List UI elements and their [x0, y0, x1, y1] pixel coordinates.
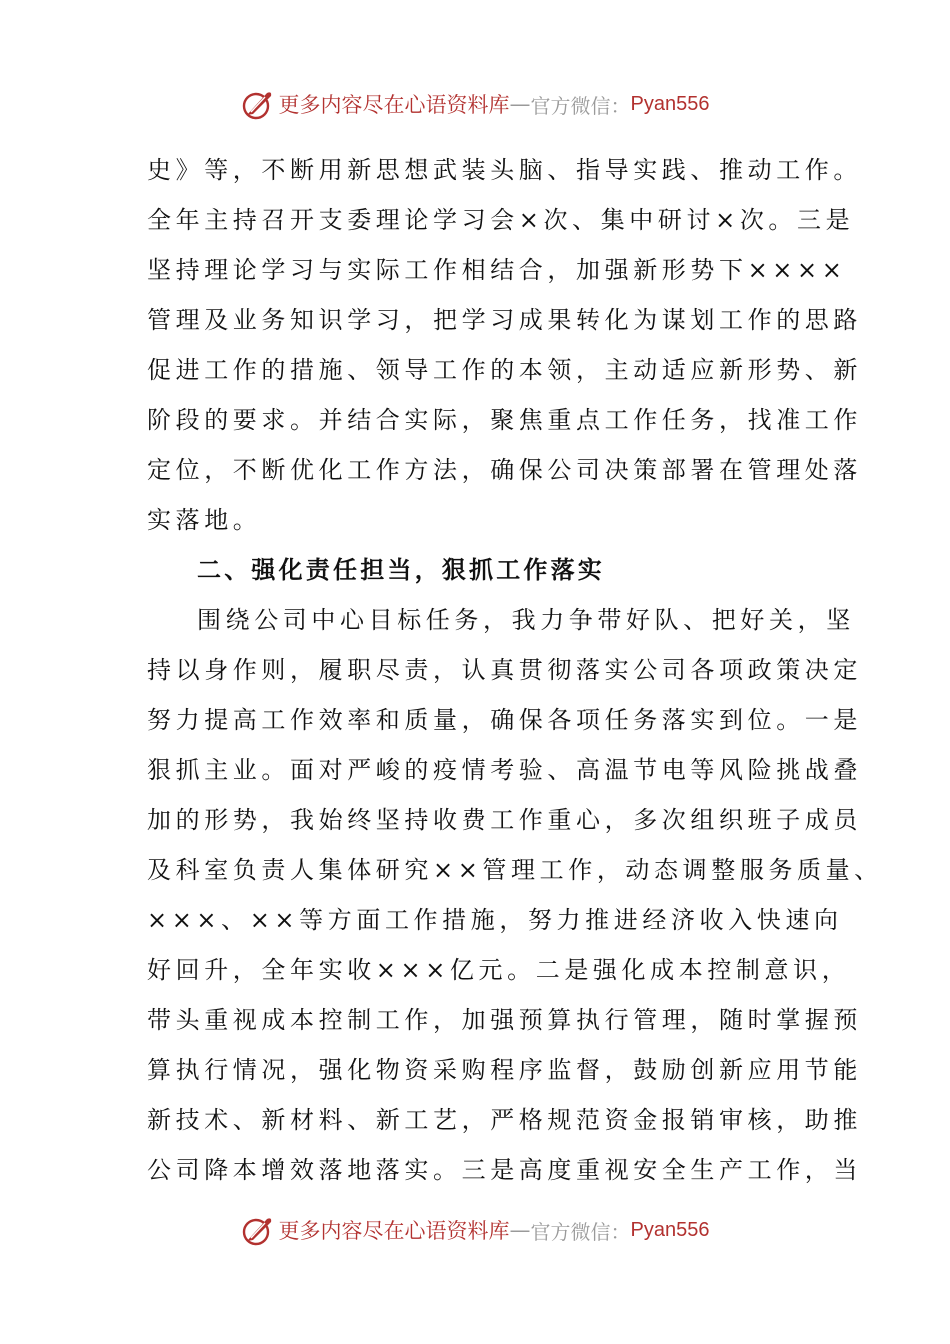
watermark-brand: 更多内容尽在心语资料库 [278, 93, 510, 117]
paragraph-2 [147, 595, 883, 1195]
text-line: 加的形势，我始终坚持收费工作重心，多次组织班子成员 [147, 806, 862, 834]
text-line: 围绕公司中心目标任务，我力争带好队、把好关，坚 [197, 606, 855, 634]
text-line: 新技术、新材料、新工艺，严格规范资金报销审核，助推 [147, 1106, 862, 1134]
watermark-contact-id: Pyan556 [630, 92, 710, 115]
text-line: 努力提高工作效率和质量，确保各项任务落实到位。一是 [147, 706, 862, 734]
text-line: 阶段的要求。并结合实际，聚焦重点工作任务，找准工作 [147, 406, 862, 434]
watermark-separator: — [509, 1218, 531, 1242]
text-line: 及科室负责人集体研究××管理工作，动态调整服务质量、 [147, 856, 883, 884]
paragraph-1 [147, 145, 862, 545]
text-line: 定位，不断优化工作方法，确保公司决策部署在管理处落 [147, 456, 862, 484]
quill-logo-icon [241, 87, 275, 121]
watermark-brand: 更多内容尽在心语资料库 [278, 1219, 510, 1243]
quill-logo-icon [241, 1213, 275, 1247]
text-line: 史》等，不断用新思想武装头脑、指导实践、推动工作。 [147, 156, 862, 184]
text-line: 算执行情况，强化物资采购程序监督，鼓励创新应用节能 [147, 1056, 862, 1084]
text-line: 好回升，全年实收×××亿元。二是强化成本控制意识， [147, 956, 851, 984]
section-heading: 二、强化责任担当，狠抓工作落实 [197, 555, 605, 584]
text-line: 公司降本增效落地落实。三是高度重视安全生产工作，当 [147, 1156, 862, 1184]
text-line: 全年主持召开支委理论学习会×次、集中研讨×次。三是 [147, 206, 855, 234]
text-line: 管理及业务知识学习，把学习成果转化为谋划工作的思路 [147, 306, 862, 334]
text-line: 狠抓主业。面对严峻的疫情考验、高温节电等风险挑战叠 [147, 756, 862, 784]
watermark-contact-label: 官方微信： [530, 93, 631, 118]
text-line: 持以身作则，履职尽责，认真贯彻落实公司各项政策决定 [147, 656, 862, 684]
watermark-contact-id: Pyan556 [630, 1218, 710, 1241]
watermark-separator: — [509, 92, 531, 116]
watermark-header [0, 84, 950, 124]
watermark-contact-label: 官方微信： [530, 1219, 631, 1244]
document-body [147, 145, 883, 1195]
text-line: ×××、××等方面工作措施，努力推进经济收入快速向 [147, 906, 843, 934]
text-line: 坚持理论学习与实际工作相结合，加强新形势下×××× [147, 256, 847, 284]
text-line: 带头重视成本控制工作，加强预算执行管理，随时掌握预 [147, 1006, 862, 1034]
watermark-footer [0, 1210, 950, 1250]
text-line: 实落地。 [147, 506, 262, 534]
text-line: 促进工作的措施、领导工作的本领，主动适应新形势、新 [147, 356, 862, 384]
